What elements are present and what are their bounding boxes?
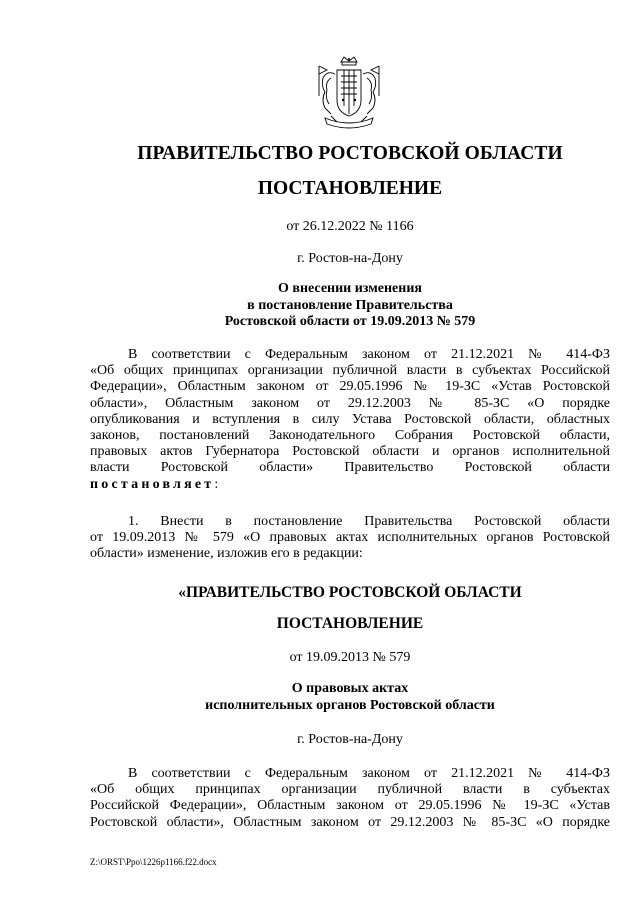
paragraph-line: «Об общих принципах организации публичной власти в субъектах [90, 782, 610, 798]
item-1-paragraph [90, 514, 610, 563]
document-type-title: ПОСТАНОВЛЕНИЕ [257, 178, 443, 199]
paragraph-line: 1. Внести в постановление Правительства Ростовской области [128, 514, 610, 529]
subject-line: О правовых актах [291, 681, 409, 696]
quoted-subject [90, 681, 610, 714]
paragraph-line: Федерации», Областным законом от 29.05.1996 № 19-ЗС «Устав Ростовской [90, 379, 610, 395]
paragraph-line: власти Ростовской области» Правительство Ростовской области [90, 460, 610, 476]
paragraph-line: правовых актов Губернатора Ростовской области и органов исполнительной [90, 444, 610, 460]
quoted-date-number: от 19.09.2013 № 579 [289, 650, 411, 665]
paragraph-line: законов, постановлений Законодательного Собрания Ростовской области, [90, 428, 610, 444]
quoted-document-type: ПОСТАНОВЛЕНИЕ [276, 615, 424, 632]
quoted-government-title: «ПРАВИТЕЛЬСТВО РОСТОВСКОЙ ОБЛАСТИ [178, 584, 522, 601]
quoted-preamble-paragraph [90, 766, 610, 831]
paragraph-line: опубликования и вступления в силу Устава Ростовской области, областных [90, 411, 610, 427]
document-date-number: от 26.12.2022 № 1166 [286, 219, 414, 234]
file-path-footer: Z:\ORST\Ppo\1226p1166.f22.docx [90, 857, 217, 867]
subject-line: Ростовской области от 19.09.2013 № 579 [224, 314, 476, 329]
paragraph-line [90, 477, 610, 493]
document-city: г. Ростов-на-Дону [297, 251, 403, 266]
quoted-city: г. Ростов-на-Дону [297, 732, 403, 747]
preamble-paragraph [90, 347, 610, 493]
government-title: ПРАВИТЕЛЬСТВО РОСТОВСКОЙ ОБЛАСТИ [137, 143, 563, 164]
subject-line: в постановление Правительства [247, 297, 453, 313]
decree-colon: : [214, 476, 219, 492]
document-subject [90, 281, 610, 331]
coat-of-arms-icon [313, 56, 385, 134]
paragraph-line: области», Областным законом от 29.12.2003 № 85-ЗС «О порядке [90, 395, 610, 411]
paragraph-line: Российской Федерации», Областным законом от 29.05.1996 № 19-ЗС «Устав [90, 798, 610, 814]
paragraph-line: области» изменение, изложив его в редакции: [90, 546, 363, 562]
paragraph-line: от 19.09.2013 № 579 «О правовых актах исполнительных органов Ростовской [90, 530, 610, 546]
decree-word: постановляет [90, 476, 215, 492]
paragraph-line: Ростовской области», Областным законом от 29.12.2003 № 85-ЗС «О порядке [90, 814, 610, 830]
paragraph-line: В соответствии с Федеральным законом от 21.12.2021 № 414-ФЗ [128, 347, 610, 362]
subject-line: исполнительных органов Ростовской области [205, 697, 495, 713]
paragraph-line: «Об общих принципах организации публичной власти в субъектах Российской [90, 363, 610, 379]
paragraph-line: В соответствии с Федеральным законом от 21.12.2021 № 414-ФЗ [128, 766, 610, 781]
subject-line: О внесении изменения [278, 281, 422, 296]
